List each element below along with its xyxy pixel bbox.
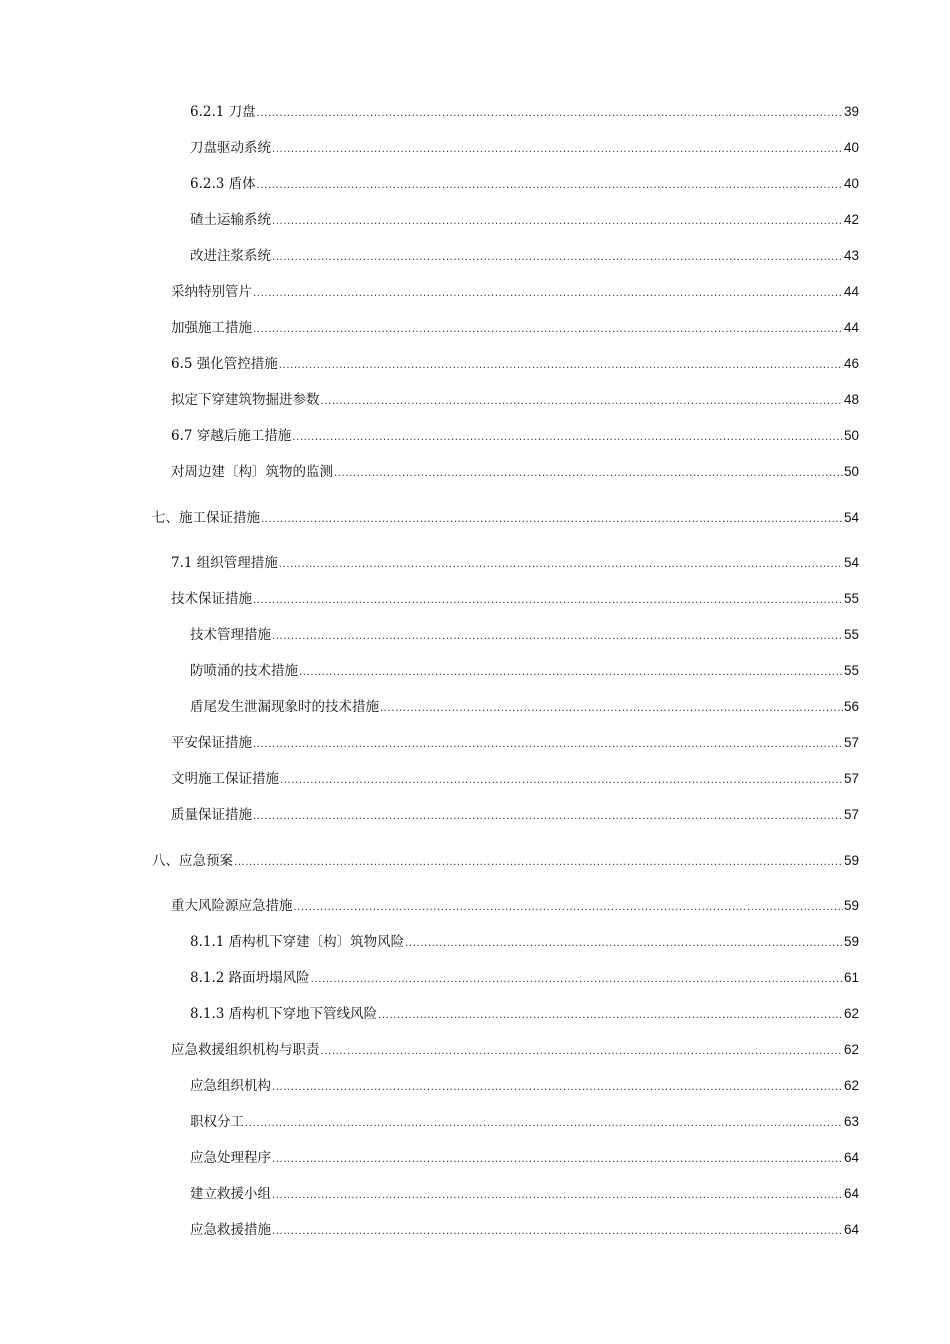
toc-entry[interactable] — [190, 968, 859, 988]
toc-entry[interactable] — [190, 932, 859, 952]
toc-entry-page-number: 57 — [843, 771, 859, 786]
toc-entry-page-number: 54 — [843, 555, 859, 570]
toc-entry[interactable] — [171, 733, 859, 753]
toc-entry-page-number: 43 — [843, 248, 859, 263]
toc-entry-label: 应急救援组织机构与职责 — [171, 1042, 320, 1058]
toc-entry[interactable] — [171, 553, 859, 573]
dot-leader — [253, 807, 843, 827]
toc-entry-label: 重大风险源应急措施 — [171, 898, 293, 914]
dot-leader — [280, 771, 843, 791]
toc-entry-page-number: 59 — [843, 898, 859, 913]
toc-entry-page-number: 55 — [843, 627, 859, 642]
toc-entry[interactable] — [190, 138, 859, 158]
toc-entry-label: 7.1 组织管理措施 — [171, 555, 278, 571]
dot-leader — [261, 510, 843, 530]
toc-entry[interactable] — [190, 697, 859, 717]
toc-entry[interactable] — [152, 508, 859, 528]
dot-leader — [257, 104, 843, 124]
toc-entry-page-number: 40 — [843, 140, 859, 155]
toc-entry-label: 应急组织机构 — [190, 1078, 271, 1094]
toc-entry-page-number: 40 — [843, 176, 859, 191]
toc-entry-page-number: 55 — [843, 591, 859, 606]
toc-entry-label: 技术管理措施 — [190, 627, 271, 643]
toc-entry-page-number: 54 — [843, 510, 859, 525]
toc-entry-page-number: 48 — [843, 392, 859, 407]
dot-leader — [253, 320, 843, 340]
toc-entry[interactable] — [171, 805, 859, 825]
toc-entry-page-number: 59 — [843, 934, 859, 949]
toc-entry-label: 改进注浆系统 — [190, 248, 271, 264]
toc-entry[interactable] — [171, 896, 859, 916]
toc-entry[interactable] — [171, 426, 859, 446]
toc-entry-label: 建立救援小组 — [190, 1186, 271, 1202]
toc-entry-label: 6.5 强化管控措施 — [171, 356, 278, 372]
dot-leader — [272, 140, 843, 160]
toc-entry[interactable] — [171, 318, 859, 338]
toc-entry[interactable] — [190, 661, 859, 681]
toc-entry-page-number: 62 — [843, 1078, 859, 1093]
dot-leader — [380, 699, 843, 719]
toc-entry[interactable] — [171, 589, 859, 609]
toc-entry-label: 碴土运输系统 — [190, 212, 271, 228]
toc-entry-page-number: 57 — [843, 807, 859, 822]
toc-entry-label: 6.7 穿越后施工措施 — [171, 428, 292, 444]
toc-entry[interactable] — [171, 462, 859, 482]
toc-entry-label: 8.1.2 路面坍塌风险 — [190, 970, 310, 986]
dot-leader — [292, 428, 843, 448]
toc-entry-page-number: 64 — [843, 1186, 859, 1201]
toc-entry-label: 6.2.3 盾体 — [190, 176, 256, 192]
dot-leader — [321, 392, 843, 412]
toc-entry-page-number: 61 — [843, 970, 859, 985]
toc-entry[interactable] — [190, 1220, 859, 1240]
dot-leader — [234, 853, 843, 873]
toc-entry-page-number: 57 — [843, 735, 859, 750]
toc-entry-page-number: 42 — [843, 212, 859, 227]
toc-entry-label: 采纳特别管片 — [171, 284, 252, 300]
toc-entry-label: 应急处理程序 — [190, 1150, 271, 1166]
toc-entry[interactable] — [171, 1040, 859, 1060]
toc-entry-label: 八、应急预案 — [152, 853, 233, 869]
toc-entry-label: 文明施工保证措施 — [171, 771, 279, 787]
toc-entry-label: 质量保证措施 — [171, 807, 252, 823]
toc-entry[interactable] — [190, 210, 859, 230]
dot-leader — [294, 898, 843, 918]
dot-leader — [272, 248, 843, 268]
toc-entry-label: 技术保证措施 — [171, 591, 252, 607]
toc-entry-page-number: 44 — [843, 284, 859, 299]
dot-leader — [405, 934, 843, 954]
dot-leader — [253, 284, 843, 304]
toc-entry-page-number: 56 — [843, 699, 859, 714]
dot-leader — [321, 1042, 843, 1062]
toc-entry[interactable] — [190, 246, 859, 266]
toc-entry[interactable] — [171, 282, 859, 302]
toc-entry-label: 对周边建〔构〕筑物的监测 — [171, 464, 333, 480]
toc-entry-page-number: 44 — [843, 320, 859, 335]
toc-entry[interactable] — [190, 1112, 859, 1132]
toc-entry[interactable] — [190, 102, 859, 122]
dot-leader — [272, 212, 843, 232]
dot-leader — [311, 970, 843, 990]
toc-entry-page-number: 64 — [843, 1150, 859, 1165]
toc-entry[interactable] — [190, 1004, 859, 1024]
toc-entry[interactable] — [190, 1148, 859, 1168]
toc-entry-page-number: 50 — [843, 428, 859, 443]
dot-leader — [299, 663, 843, 683]
toc-entry-page-number: 62 — [843, 1006, 859, 1021]
toc-entry[interactable] — [190, 1184, 859, 1204]
toc-entry-page-number: 59 — [843, 853, 859, 868]
dot-leader — [257, 176, 843, 196]
dot-leader — [279, 555, 843, 575]
dot-leader — [253, 735, 843, 755]
toc-entry[interactable] — [171, 769, 859, 789]
toc-entry-page-number: 46 — [843, 356, 859, 371]
toc-entry[interactable] — [171, 390, 859, 410]
dot-leader — [272, 1078, 843, 1098]
dot-leader — [272, 627, 843, 647]
dot-leader — [272, 1222, 843, 1242]
toc-entry-label: 加强施工措施 — [171, 320, 252, 336]
toc-entry-label: 防喷涌的技术措施 — [190, 663, 298, 679]
toc-entry-label: 6.2.1 刀盘 — [190, 104, 256, 120]
toc-entry-label: 刀盘驱动系统 — [190, 140, 271, 156]
dot-leader — [253, 591, 843, 611]
toc-entry-label: 平安保证措施 — [171, 735, 252, 751]
toc-entry[interactable] — [190, 625, 859, 645]
toc-entry-label: 七、施工保证措施 — [152, 510, 260, 526]
toc-entry-page-number: 55 — [843, 663, 859, 678]
toc-entry-page-number: 63 — [843, 1114, 859, 1129]
toc-entry[interactable] — [190, 174, 859, 194]
dot-leader — [245, 1114, 843, 1134]
toc-entry-page-number: 39 — [843, 104, 859, 119]
dot-leader — [334, 464, 843, 484]
toc-entry-page-number: 50 — [843, 464, 859, 479]
toc-entry-label: 应急救援措施 — [190, 1222, 271, 1238]
toc-entry-label: 盾尾发生泄漏现象时的技术措施 — [190, 699, 379, 715]
toc-entry-page-number: 62 — [843, 1042, 859, 1057]
toc-entry-label: 拟定下穿建筑物掘进参数 — [171, 392, 320, 408]
toc-entry-label: 8.1.3 盾构机下穿地下管线风险 — [190, 1006, 378, 1022]
dot-leader — [279, 356, 843, 376]
toc-entry-label: 职权分工 — [190, 1114, 244, 1130]
toc-entry-label: 8.1.1 盾构机下穿建〔构〕筑物风险 — [190, 934, 405, 950]
dot-leader — [272, 1150, 843, 1170]
toc-entry[interactable] — [190, 1076, 859, 1096]
toc-entry[interactable] — [152, 851, 859, 871]
toc-entry-page-number: 64 — [843, 1222, 859, 1237]
toc-entry[interactable] — [171, 354, 859, 374]
dot-leader — [272, 1186, 843, 1206]
dot-leader — [378, 1006, 843, 1026]
